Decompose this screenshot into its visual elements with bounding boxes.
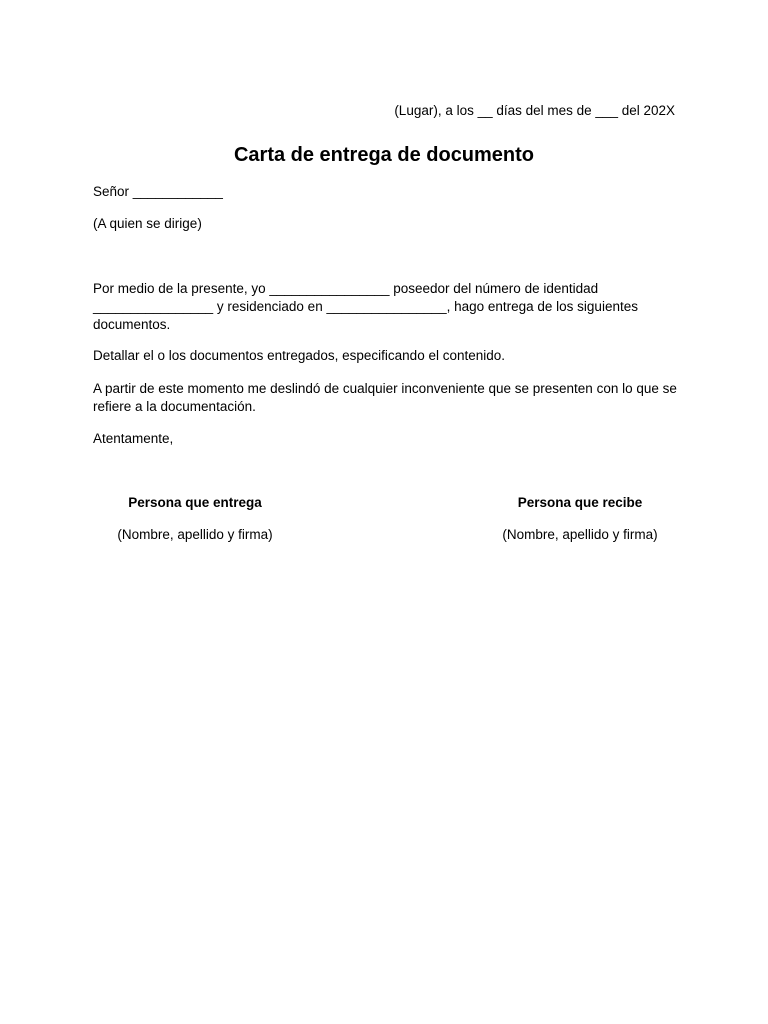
- paragraph-delivery-statement: Por medio de la presente, yo ________________ poseedor del número de identidad ________________ y residenciado en ________________, hago entrega de los siguientes documentos.: [93, 281, 638, 332]
- signature-block-receiver: [480, 494, 680, 544]
- paragraph-disclaimer: A partir de este momento me deslindó de cualquier inconveniente que se presenten con lo que se refiere a la documentación.: [93, 381, 677, 414]
- signature-note-sender: (Nombre, apellido y firma): [117, 527, 273, 542]
- closing: Atentamente,: [93, 431, 174, 446]
- addressee-note: (A quien se dirige): [93, 216, 202, 231]
- signature-block-sender: [95, 494, 295, 544]
- signature-role-sender: Persona que entrega: [128, 495, 262, 510]
- signature-note-receiver: (Nombre, apellido y firma): [502, 527, 658, 542]
- paragraph-document-details: Detallar el o los documentos entregados, especificando el contenido.: [93, 348, 506, 363]
- signature-role-receiver: Persona que recibe: [517, 495, 643, 510]
- salutation: Señor ____________: [93, 184, 223, 199]
- date-line: (Lugar), a los __ días del mes de ___ del 202X: [394, 103, 675, 118]
- document-title: Carta de entrega de documento: [233, 144, 535, 166]
